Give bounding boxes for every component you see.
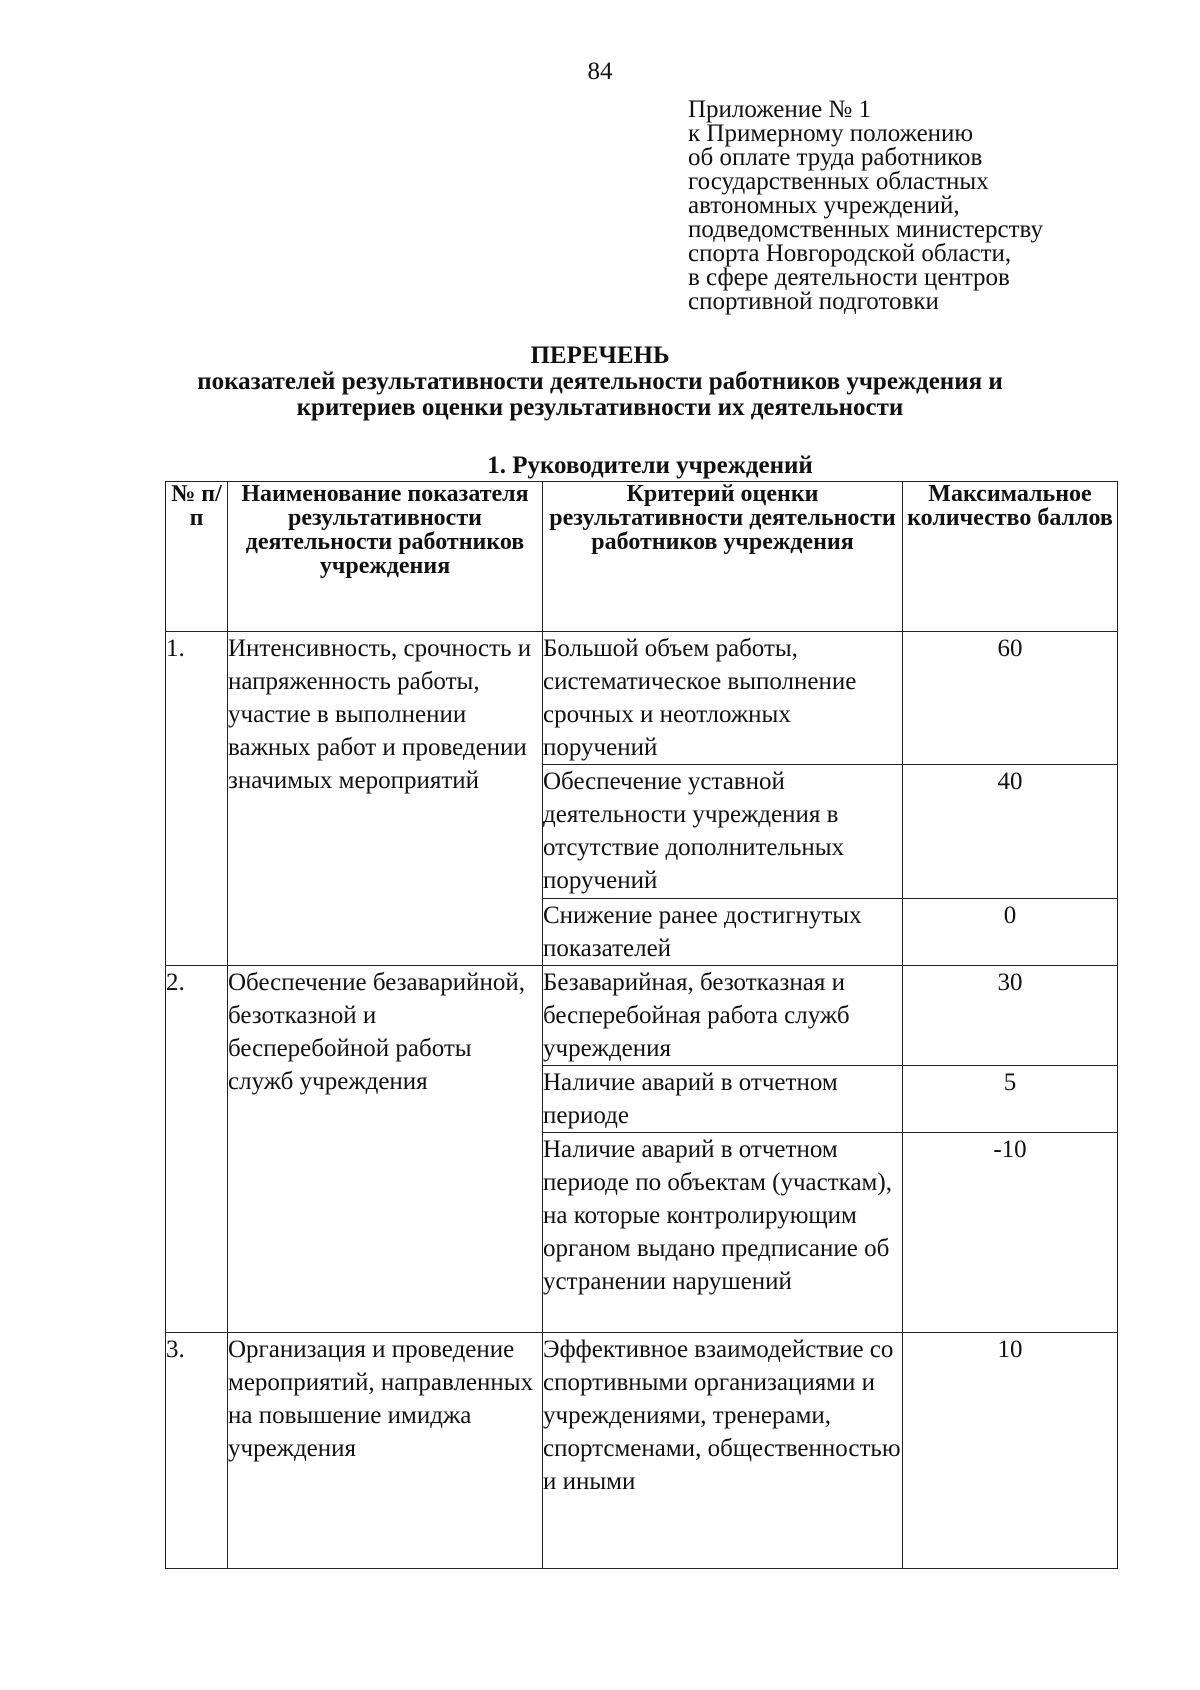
- appendix-line: об оплате труда работников: [688, 144, 983, 171]
- indicator-cell: Обеспечение безаварийной, безотказной и бесперебойной работы служб учреждения: [228, 966, 543, 1333]
- criterion-cell: Эффективное взаимодействие со спортивными организациями и учреждениями, тренерами, спортсменами, общественностью и иными: [543, 1333, 903, 1569]
- section-title: 1. Руководители учреждений: [487, 452, 813, 479]
- score-cell: 0: [903, 899, 1118, 966]
- page-number: 84: [587, 58, 613, 85]
- score-cell: 40: [903, 765, 1118, 899]
- header-criterion: Критерий оценки результативности деятельности работников учреждения: [543, 482, 903, 632]
- document-title: [0, 343, 1200, 421]
- header-num: № п/п: [166, 482, 228, 632]
- criterion-cell: Безаварийная, безотказная и бесперебойная работа служб учреждения: [543, 966, 903, 1066]
- table-row: [166, 966, 1118, 1066]
- row-number: 1.: [166, 632, 228, 966]
- header-indicator: Наименование показателя результативности деятельности работников учреждения: [228, 482, 543, 632]
- appendix-line: к Примерному положению: [688, 120, 974, 147]
- criterion-cell: Большой объем работы, систематическое выполнение срочных и неотложных поручений: [543, 632, 903, 765]
- indicator-cell: Интенсивность, срочность и напряженность работы, участие в выполнении важных работ и проведении значимых мероприятий: [228, 632, 543, 966]
- table-row: [166, 1333, 1118, 1569]
- criterion-cell: Наличие аварий в отчетном периоде по объектам (участкам), на которые контролирующим органом выдано предписание об устранении нарушений: [543, 1133, 903, 1333]
- row-number: 2.: [166, 966, 228, 1333]
- appendix-line: спортивной подготовки: [688, 288, 939, 315]
- header-max-score: Максимальное количество баллов: [903, 482, 1118, 632]
- table-row: [166, 632, 1118, 765]
- criterion-cell: Наличие аварий в отчетном периоде: [543, 1066, 903, 1133]
- appendix-line: подведомственных министерству: [688, 216, 1043, 243]
- appendix-line: спорта Новгородской области,: [688, 240, 1012, 267]
- table-header-row: [166, 482, 1118, 632]
- title-line-2: критериев оценки результативности их деятельности: [296, 394, 904, 421]
- appendix-line: автономных учреждений,: [688, 192, 960, 219]
- criterion-cell: Обеспечение уставной деятельности учреждения в отсутствие дополнительных поручений: [543, 765, 903, 899]
- row-number: 3.: [166, 1333, 228, 1569]
- title-main: ПЕРЕЧЕНЬ: [530, 342, 670, 369]
- appendix-header: [688, 98, 1043, 314]
- indicators-table: [165, 481, 1118, 1569]
- score-cell: 5: [903, 1066, 1118, 1133]
- indicator-cell: Организация и проведение мероприятий, направленных на повышение имиджа учреждения: [228, 1333, 543, 1569]
- appendix-line: в сфере деятельности центров: [688, 264, 1010, 291]
- title-line-1: показателей результативности деятельности работников учреждения и: [197, 368, 1003, 395]
- appendix-line: государственных областных: [688, 168, 989, 195]
- score-cell: 10: [903, 1333, 1118, 1569]
- score-cell: 30: [903, 966, 1118, 1066]
- appendix-line: Приложение № 1: [688, 96, 872, 123]
- score-cell: 60: [903, 632, 1118, 765]
- score-cell: -10: [903, 1133, 1118, 1333]
- criterion-cell: Снижение ранее достигнутых показателей: [543, 899, 903, 966]
